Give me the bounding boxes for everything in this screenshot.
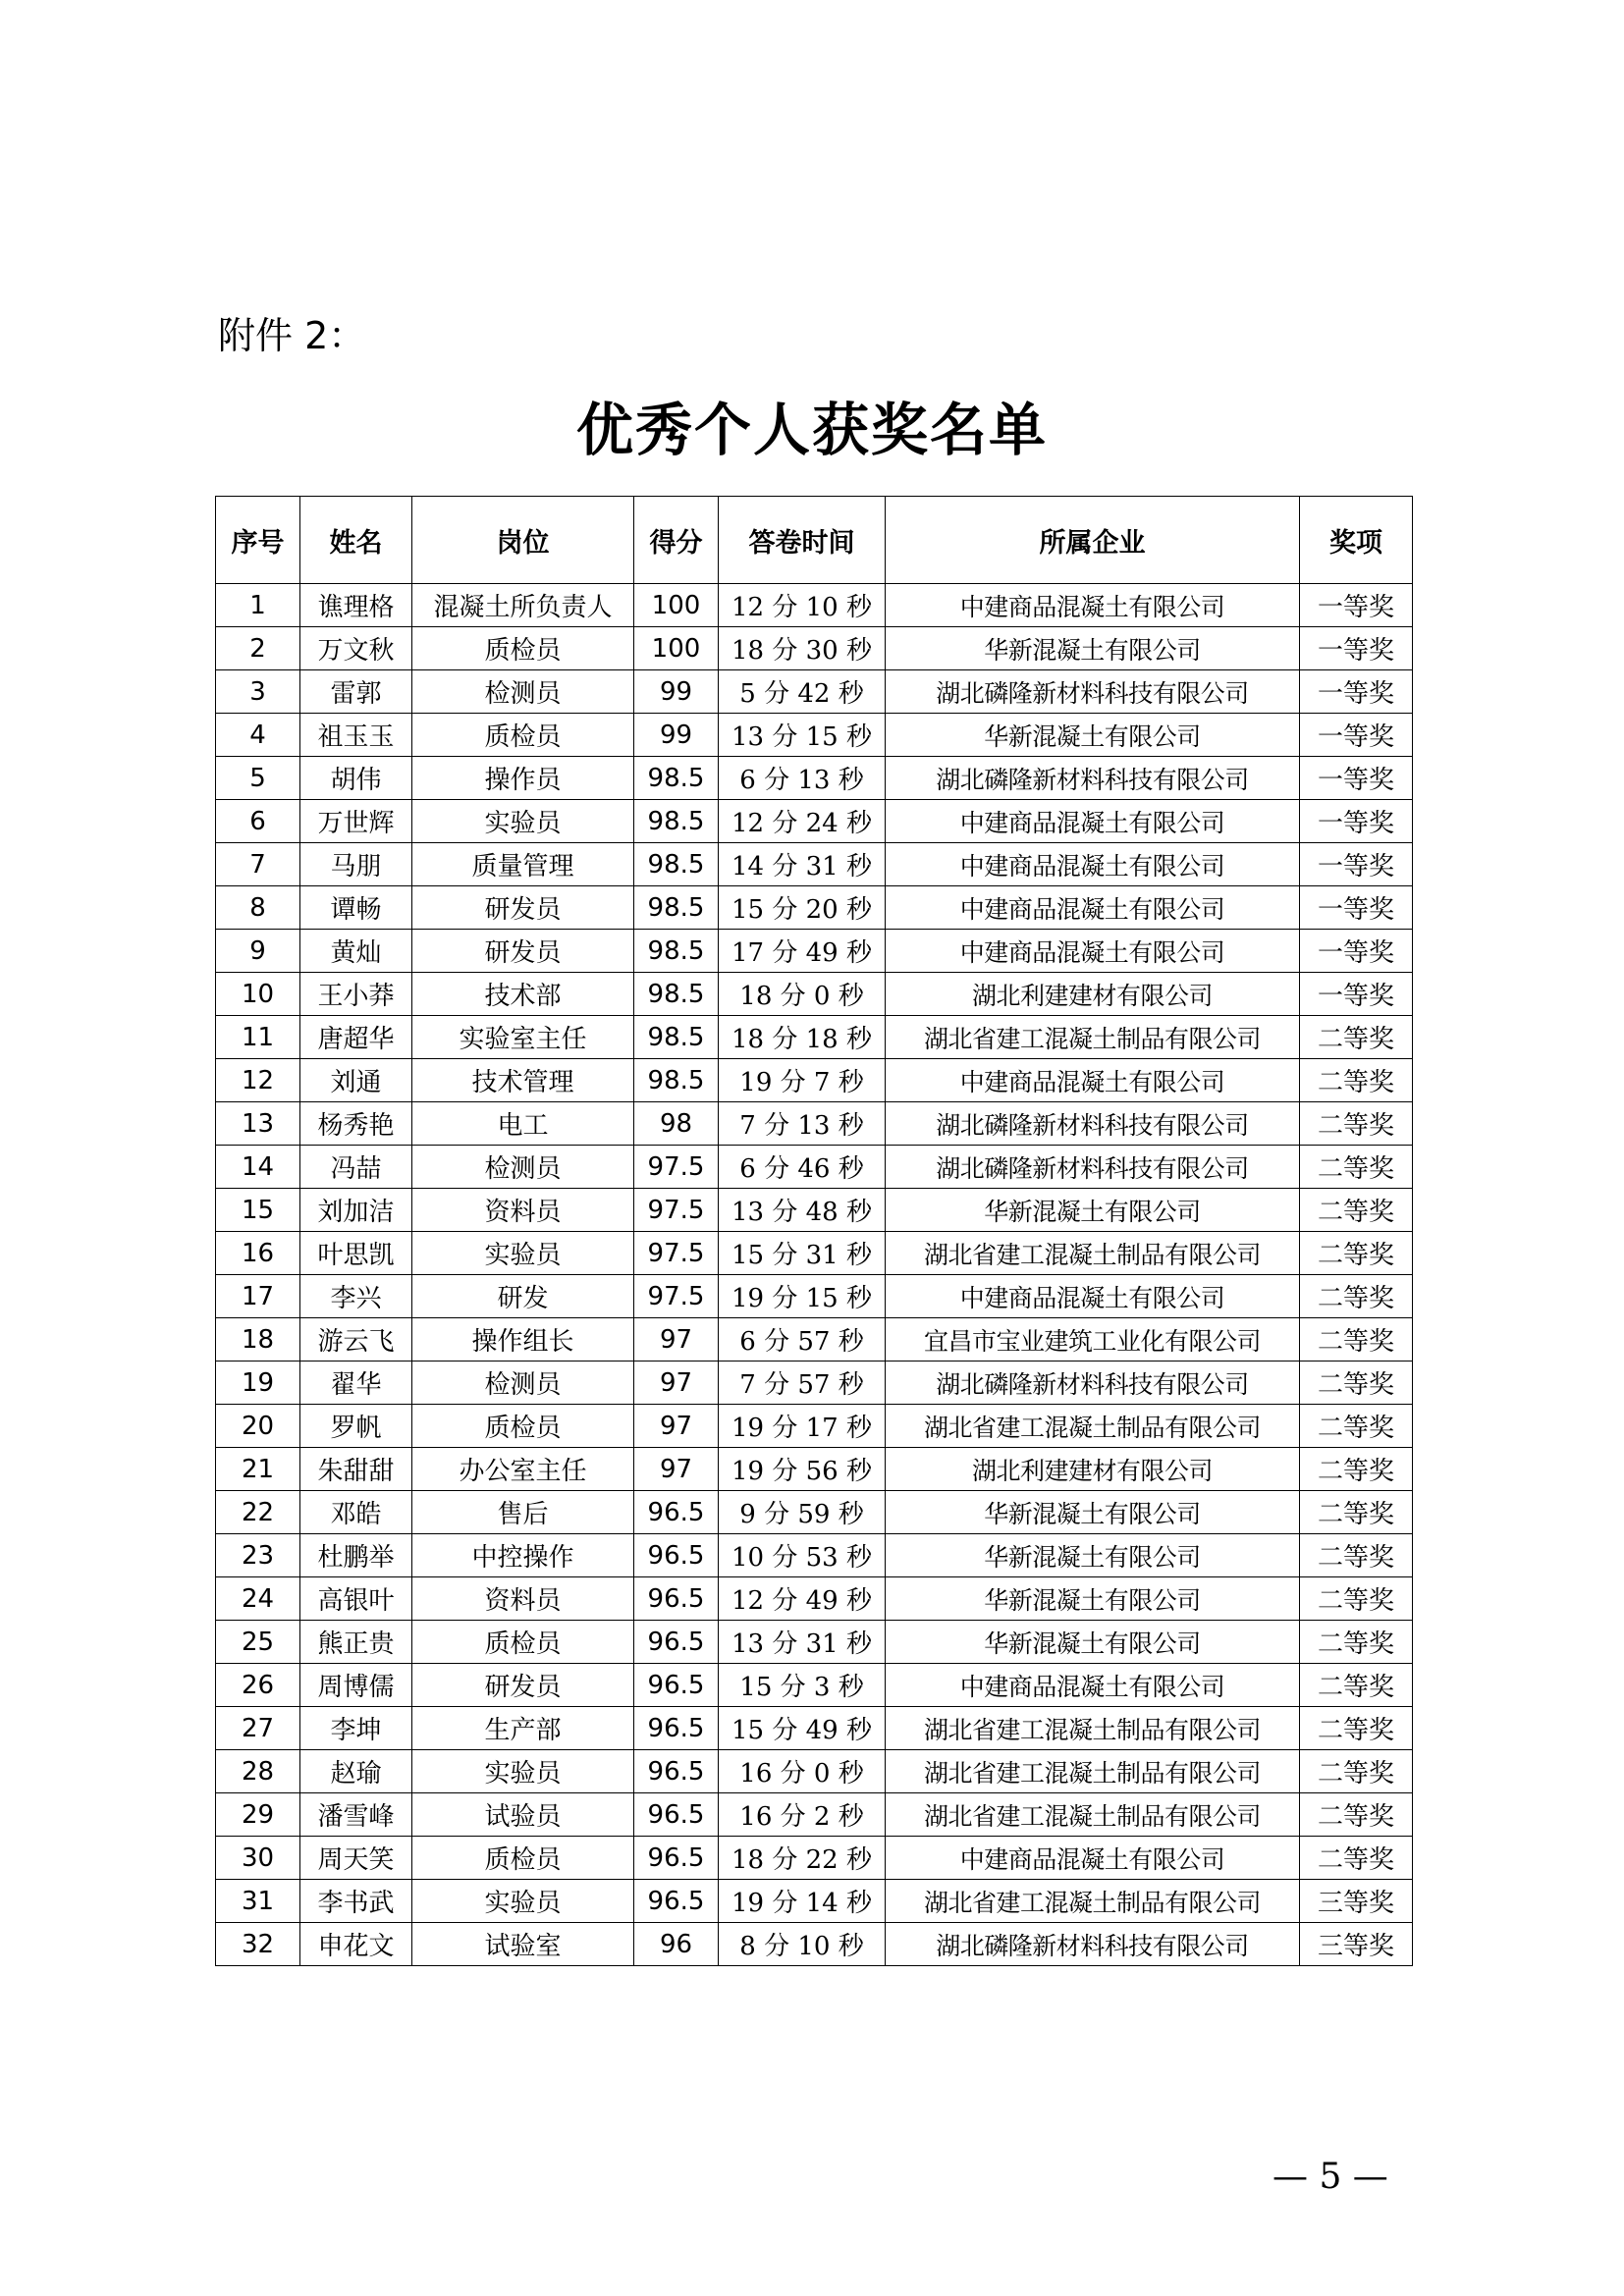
table-row xyxy=(216,714,1413,757)
cell-position: 实验员 xyxy=(412,1750,634,1793)
header-time: 答卷时间 xyxy=(719,497,886,584)
cell-name: 雷郭 xyxy=(300,670,412,714)
cell-index: 5 xyxy=(216,757,300,800)
cell-award: 二等奖 xyxy=(1300,1621,1413,1664)
cell-score: 98.5 xyxy=(634,1059,719,1102)
cell-company: 华新混凝土有限公司 xyxy=(886,1491,1300,1534)
cell-company: 中建商品混凝土有限公司 xyxy=(886,843,1300,886)
cell-score: 97 xyxy=(634,1362,719,1405)
cell-index: 28 xyxy=(216,1750,300,1793)
cell-award: 一等奖 xyxy=(1300,714,1413,757)
cell-position: 质检员 xyxy=(412,627,634,670)
cell-index: 11 xyxy=(216,1016,300,1059)
cell-position: 售后 xyxy=(412,1491,634,1534)
cell-score: 96.5 xyxy=(634,1880,719,1923)
cell-time: 15 分 49 秒 xyxy=(719,1707,886,1750)
cell-award: 一等奖 xyxy=(1300,757,1413,800)
cell-time: 6 分 46 秒 xyxy=(719,1146,886,1189)
cell-name: 唐超华 xyxy=(300,1016,412,1059)
cell-name: 申花文 xyxy=(300,1923,412,1966)
cell-name: 赵瑜 xyxy=(300,1750,412,1793)
header-company: 所属企业 xyxy=(886,497,1300,584)
cell-company: 华新混凝土有限公司 xyxy=(886,1621,1300,1664)
cell-name: 刘通 xyxy=(300,1059,412,1102)
cell-name: 杜鹏举 xyxy=(300,1534,412,1577)
cell-score: 96.5 xyxy=(634,1621,719,1664)
cell-score: 97 xyxy=(634,1318,719,1362)
cell-score: 98.5 xyxy=(634,973,719,1016)
cell-time: 14 分 31 秒 xyxy=(719,843,886,886)
cell-time: 16 分 0 秒 xyxy=(719,1750,886,1793)
cell-position: 生产部 xyxy=(412,1707,634,1750)
cell-company: 华新混凝土有限公司 xyxy=(886,627,1300,670)
cell-time: 13 分 15 秒 xyxy=(719,714,886,757)
cell-position: 电工 xyxy=(412,1102,634,1146)
cell-name: 李兴 xyxy=(300,1275,412,1318)
table-row xyxy=(216,1750,1413,1793)
header-position: 岗位 xyxy=(412,497,634,584)
cell-score: 98.5 xyxy=(634,800,719,843)
cell-position: 研发员 xyxy=(412,886,634,930)
cell-score: 96 xyxy=(634,1923,719,1966)
cell-name: 谯理格 xyxy=(300,584,412,627)
cell-score: 97 xyxy=(634,1448,719,1491)
cell-position: 操作组长 xyxy=(412,1318,634,1362)
cell-company: 中建商品混凝土有限公司 xyxy=(886,886,1300,930)
cell-award: 二等奖 xyxy=(1300,1362,1413,1405)
table-row xyxy=(216,627,1413,670)
cell-position: 质检员 xyxy=(412,1405,634,1448)
table-row xyxy=(216,1232,1413,1275)
cell-name: 朱甜甜 xyxy=(300,1448,412,1491)
cell-award: 三等奖 xyxy=(1300,1923,1413,1966)
cell-position: 混凝土所负责人 xyxy=(412,584,634,627)
cell-position: 资料员 xyxy=(412,1189,634,1232)
cell-time: 15 分 3 秒 xyxy=(719,1664,886,1707)
cell-company: 中建商品混凝土有限公司 xyxy=(886,584,1300,627)
header-index: 序号 xyxy=(216,497,300,584)
cell-name: 谭畅 xyxy=(300,886,412,930)
cell-company: 中建商品混凝土有限公司 xyxy=(886,1275,1300,1318)
cell-company: 湖北磷隆新材料科技有限公司 xyxy=(886,1923,1300,1966)
cell-company: 中建商品混凝土有限公司 xyxy=(886,1664,1300,1707)
cell-award: 二等奖 xyxy=(1300,1275,1413,1318)
cell-company: 湖北利建建材有限公司 xyxy=(886,973,1300,1016)
cell-index: 21 xyxy=(216,1448,300,1491)
cell-name: 邓皓 xyxy=(300,1491,412,1534)
table-row xyxy=(216,1664,1413,1707)
cell-company: 中建商品混凝土有限公司 xyxy=(886,800,1300,843)
cell-position: 研发员 xyxy=(412,930,634,973)
table-row xyxy=(216,1491,1413,1534)
cell-name: 刘加洁 xyxy=(300,1189,412,1232)
table-row xyxy=(216,584,1413,627)
cell-score: 96.5 xyxy=(634,1577,719,1621)
table-row xyxy=(216,886,1413,930)
table-row xyxy=(216,1275,1413,1318)
cell-award: 二等奖 xyxy=(1300,1405,1413,1448)
cell-index: 9 xyxy=(216,930,300,973)
cell-award: 二等奖 xyxy=(1300,1146,1413,1189)
cell-index: 26 xyxy=(216,1664,300,1707)
cell-position: 检测员 xyxy=(412,1362,634,1405)
cell-score: 96.5 xyxy=(634,1750,719,1793)
table-row xyxy=(216,1405,1413,1448)
table-row xyxy=(216,973,1413,1016)
cell-score: 97.5 xyxy=(634,1232,719,1275)
cell-index: 12 xyxy=(216,1059,300,1102)
cell-position: 实验员 xyxy=(412,1232,634,1275)
cell-time: 17 分 49 秒 xyxy=(719,930,886,973)
cell-time: 8 分 10 秒 xyxy=(719,1923,886,1966)
cell-time: 19 分 17 秒 xyxy=(719,1405,886,1448)
attachment-label: 附件 2： xyxy=(218,314,366,357)
cell-name: 王小莽 xyxy=(300,973,412,1016)
cell-award: 二等奖 xyxy=(1300,1448,1413,1491)
cell-time: 12 分 49 秒 xyxy=(719,1577,886,1621)
cell-score: 97 xyxy=(634,1405,719,1448)
table-row xyxy=(216,843,1413,886)
cell-index: 20 xyxy=(216,1405,300,1448)
cell-company: 湖北磷隆新材料科技有限公司 xyxy=(886,1362,1300,1405)
cell-time: 12 分 10 秒 xyxy=(719,584,886,627)
cell-name: 冯喆 xyxy=(300,1146,412,1189)
cell-time: 6 分 57 秒 xyxy=(719,1318,886,1362)
cell-company: 湖北省建工混凝土制品有限公司 xyxy=(886,1016,1300,1059)
header-award: 奖项 xyxy=(1300,497,1413,584)
cell-time: 6 分 13 秒 xyxy=(719,757,886,800)
page-number: — 5 — xyxy=(1272,2157,1388,2197)
cell-company: 华新混凝土有限公司 xyxy=(886,1189,1300,1232)
cell-award: 二等奖 xyxy=(1300,1102,1413,1146)
cell-score: 98.5 xyxy=(634,757,719,800)
cell-index: 13 xyxy=(216,1102,300,1146)
cell-score: 96.5 xyxy=(634,1491,719,1534)
table-row xyxy=(216,930,1413,973)
cell-index: 17 xyxy=(216,1275,300,1318)
cell-score: 97.5 xyxy=(634,1275,719,1318)
cell-index: 29 xyxy=(216,1793,300,1837)
cell-name: 高银叶 xyxy=(300,1577,412,1621)
cell-name: 杨秀艳 xyxy=(300,1102,412,1146)
cell-index: 18 xyxy=(216,1318,300,1362)
cell-time: 19 分 15 秒 xyxy=(719,1275,886,1318)
cell-award: 一等奖 xyxy=(1300,930,1413,973)
cell-award: 三等奖 xyxy=(1300,1880,1413,1923)
table-body xyxy=(216,584,1413,1966)
cell-time: 13 分 31 秒 xyxy=(719,1621,886,1664)
table-row xyxy=(216,1534,1413,1577)
document-title: 优秀个人获奖名单 xyxy=(575,397,1048,463)
cell-score: 100 xyxy=(634,627,719,670)
cell-company: 湖北磷隆新材料科技有限公司 xyxy=(886,757,1300,800)
cell-company: 湖北磷隆新材料科技有限公司 xyxy=(886,670,1300,714)
cell-award: 一等奖 xyxy=(1300,584,1413,627)
cell-award: 一等奖 xyxy=(1300,886,1413,930)
cell-position: 研发 xyxy=(412,1275,634,1318)
cell-time: 9 分 59 秒 xyxy=(719,1491,886,1534)
cell-name: 胡伟 xyxy=(300,757,412,800)
header-score: 得分 xyxy=(634,497,719,584)
cell-position: 操作员 xyxy=(412,757,634,800)
cell-award: 二等奖 xyxy=(1300,1491,1413,1534)
cell-score: 99 xyxy=(634,714,719,757)
table-header xyxy=(216,497,1413,584)
cell-index: 16 xyxy=(216,1232,300,1275)
cell-position: 质检员 xyxy=(412,714,634,757)
cell-index: 8 xyxy=(216,886,300,930)
cell-time: 12 分 24 秒 xyxy=(719,800,886,843)
cell-score: 96.5 xyxy=(634,1534,719,1577)
cell-position: 办公室主任 xyxy=(412,1448,634,1491)
cell-award: 二等奖 xyxy=(1300,1534,1413,1577)
cell-award: 二等奖 xyxy=(1300,1664,1413,1707)
cell-company: 湖北利建建材有限公司 xyxy=(886,1448,1300,1491)
cell-award: 二等奖 xyxy=(1300,1016,1413,1059)
cell-position: 实验员 xyxy=(412,800,634,843)
cell-name: 李坤 xyxy=(300,1707,412,1750)
cell-time: 19 分 7 秒 xyxy=(719,1059,886,1102)
cell-position: 检测员 xyxy=(412,670,634,714)
cell-index: 1 xyxy=(216,584,300,627)
cell-score: 96.5 xyxy=(634,1664,719,1707)
table-row xyxy=(216,757,1413,800)
cell-company: 中建商品混凝土有限公司 xyxy=(886,1059,1300,1102)
table-row xyxy=(216,1189,1413,1232)
cell-time: 15 分 31 秒 xyxy=(719,1232,886,1275)
cell-score: 96.5 xyxy=(634,1707,719,1750)
cell-position: 试验室 xyxy=(412,1923,634,1966)
cell-award: 二等奖 xyxy=(1300,1232,1413,1275)
cell-award: 一等奖 xyxy=(1300,627,1413,670)
header-name: 姓名 xyxy=(300,497,412,584)
table-row xyxy=(216,1318,1413,1362)
cell-index: 24 xyxy=(216,1577,300,1621)
cell-time: 13 分 48 秒 xyxy=(719,1189,886,1232)
cell-time: 7 分 13 秒 xyxy=(719,1102,886,1146)
cell-position: 试验员 xyxy=(412,1793,634,1837)
cell-company: 华新混凝土有限公司 xyxy=(886,1534,1300,1577)
cell-position: 实验员 xyxy=(412,1880,634,1923)
cell-company: 湖北省建工混凝土制品有限公司 xyxy=(886,1707,1300,1750)
cell-score: 96.5 xyxy=(634,1793,719,1837)
cell-index: 27 xyxy=(216,1707,300,1750)
cell-company: 中建商品混凝土有限公司 xyxy=(886,930,1300,973)
cell-score: 98.5 xyxy=(634,886,719,930)
cell-name: 周博儒 xyxy=(300,1664,412,1707)
table-row xyxy=(216,1362,1413,1405)
cell-award: 一等奖 xyxy=(1300,670,1413,714)
cell-name: 黄灿 xyxy=(300,930,412,973)
cell-company: 华新混凝土有限公司 xyxy=(886,714,1300,757)
cell-position: 中控操作 xyxy=(412,1534,634,1577)
cell-position: 资料员 xyxy=(412,1577,634,1621)
cell-company: 湖北磷隆新材料科技有限公司 xyxy=(886,1146,1300,1189)
cell-index: 22 xyxy=(216,1491,300,1534)
cell-index: 10 xyxy=(216,973,300,1016)
cell-position: 研发员 xyxy=(412,1664,634,1707)
table-row xyxy=(216,1146,1413,1189)
cell-award: 二等奖 xyxy=(1300,1577,1413,1621)
table-row xyxy=(216,670,1413,714)
cell-name: 万文秋 xyxy=(300,627,412,670)
table-row xyxy=(216,1577,1413,1621)
cell-position: 技术管理 xyxy=(412,1059,634,1102)
cell-company: 湖北省建工混凝土制品有限公司 xyxy=(886,1405,1300,1448)
cell-company: 中建商品混凝土有限公司 xyxy=(886,1837,1300,1880)
cell-award: 一等奖 xyxy=(1300,800,1413,843)
cell-index: 32 xyxy=(216,1923,300,1966)
cell-position: 检测员 xyxy=(412,1146,634,1189)
cell-award: 二等奖 xyxy=(1300,1318,1413,1362)
cell-award: 二等奖 xyxy=(1300,1189,1413,1232)
cell-position: 质检员 xyxy=(412,1621,634,1664)
cell-score: 96.5 xyxy=(634,1837,719,1880)
cell-name: 潘雪峰 xyxy=(300,1793,412,1837)
cell-position: 技术部 xyxy=(412,973,634,1016)
cell-name: 李书武 xyxy=(300,1880,412,1923)
cell-name: 万世辉 xyxy=(300,800,412,843)
cell-time: 19 分 56 秒 xyxy=(719,1448,886,1491)
cell-time: 5 分 42 秒 xyxy=(719,670,886,714)
cell-name: 游云飞 xyxy=(300,1318,412,1362)
cell-index: 7 xyxy=(216,843,300,886)
cell-score: 98.5 xyxy=(634,930,719,973)
cell-position: 实验室主任 xyxy=(412,1016,634,1059)
cell-index: 3 xyxy=(216,670,300,714)
cell-award: 二等奖 xyxy=(1300,1750,1413,1793)
cell-name: 罗帆 xyxy=(300,1405,412,1448)
cell-company: 华新混凝土有限公司 xyxy=(886,1577,1300,1621)
cell-award: 二等奖 xyxy=(1300,1793,1413,1837)
cell-company: 湖北省建工混凝土制品有限公司 xyxy=(886,1793,1300,1837)
cell-award: 二等奖 xyxy=(1300,1837,1413,1880)
cell-time: 15 分 20 秒 xyxy=(719,886,886,930)
cell-score: 98.5 xyxy=(634,843,719,886)
cell-index: 2 xyxy=(216,627,300,670)
cell-award: 一等奖 xyxy=(1300,843,1413,886)
table-row xyxy=(216,1837,1413,1880)
cell-name: 周天笑 xyxy=(300,1837,412,1880)
table-row xyxy=(216,1793,1413,1837)
cell-award: 二等奖 xyxy=(1300,1059,1413,1102)
cell-time: 18 分 18 秒 xyxy=(719,1016,886,1059)
cell-company: 宜昌市宝业建筑工业化有限公司 xyxy=(886,1318,1300,1362)
cell-time: 18 分 30 秒 xyxy=(719,627,886,670)
cell-score: 100 xyxy=(634,584,719,627)
cell-score: 97.5 xyxy=(634,1146,719,1189)
cell-index: 31 xyxy=(216,1880,300,1923)
cell-company: 湖北磷隆新材料科技有限公司 xyxy=(886,1102,1300,1146)
cell-score: 99 xyxy=(634,670,719,714)
cell-index: 15 xyxy=(216,1189,300,1232)
cell-index: 23 xyxy=(216,1534,300,1577)
cell-score: 98.5 xyxy=(634,1016,719,1059)
table-row xyxy=(216,1923,1413,1966)
cell-company: 湖北省建工混凝土制品有限公司 xyxy=(886,1880,1300,1923)
cell-name: 叶思凯 xyxy=(300,1232,412,1275)
table-row xyxy=(216,1059,1413,1102)
cell-name: 熊正贵 xyxy=(300,1621,412,1664)
table-row xyxy=(216,1016,1413,1059)
cell-index: 30 xyxy=(216,1837,300,1880)
cell-time: 19 分 14 秒 xyxy=(719,1880,886,1923)
cell-name: 祖玉玉 xyxy=(300,714,412,757)
cell-time: 18 分 22 秒 xyxy=(719,1837,886,1880)
cell-award: 二等奖 xyxy=(1300,1707,1413,1750)
table-row xyxy=(216,1102,1413,1146)
table-row xyxy=(216,1707,1413,1750)
cell-company: 湖北省建工混凝土制品有限公司 xyxy=(886,1232,1300,1275)
cell-index: 6 xyxy=(216,800,300,843)
cell-time: 10 分 53 秒 xyxy=(719,1534,886,1577)
cell-index: 25 xyxy=(216,1621,300,1664)
cell-index: 14 xyxy=(216,1146,300,1189)
header-row xyxy=(216,497,1413,584)
table-row xyxy=(216,1621,1413,1664)
table-row xyxy=(216,1448,1413,1491)
cell-index: 19 xyxy=(216,1362,300,1405)
cell-time: 7 分 57 秒 xyxy=(719,1362,886,1405)
table-row xyxy=(216,800,1413,843)
cell-position: 质量管理 xyxy=(412,843,634,886)
cell-time: 18 分 0 秒 xyxy=(719,973,886,1016)
cell-award: 一等奖 xyxy=(1300,973,1413,1016)
cell-score: 97.5 xyxy=(634,1189,719,1232)
cell-name: 翟华 xyxy=(300,1362,412,1405)
table-row xyxy=(216,1880,1413,1923)
award-table xyxy=(215,496,1413,1966)
cell-position: 质检员 xyxy=(412,1837,634,1880)
cell-index: 4 xyxy=(216,714,300,757)
cell-name: 马朋 xyxy=(300,843,412,886)
cell-score: 98 xyxy=(634,1102,719,1146)
cell-company: 湖北省建工混凝土制品有限公司 xyxy=(886,1750,1300,1793)
cell-time: 16 分 2 秒 xyxy=(719,1793,886,1837)
